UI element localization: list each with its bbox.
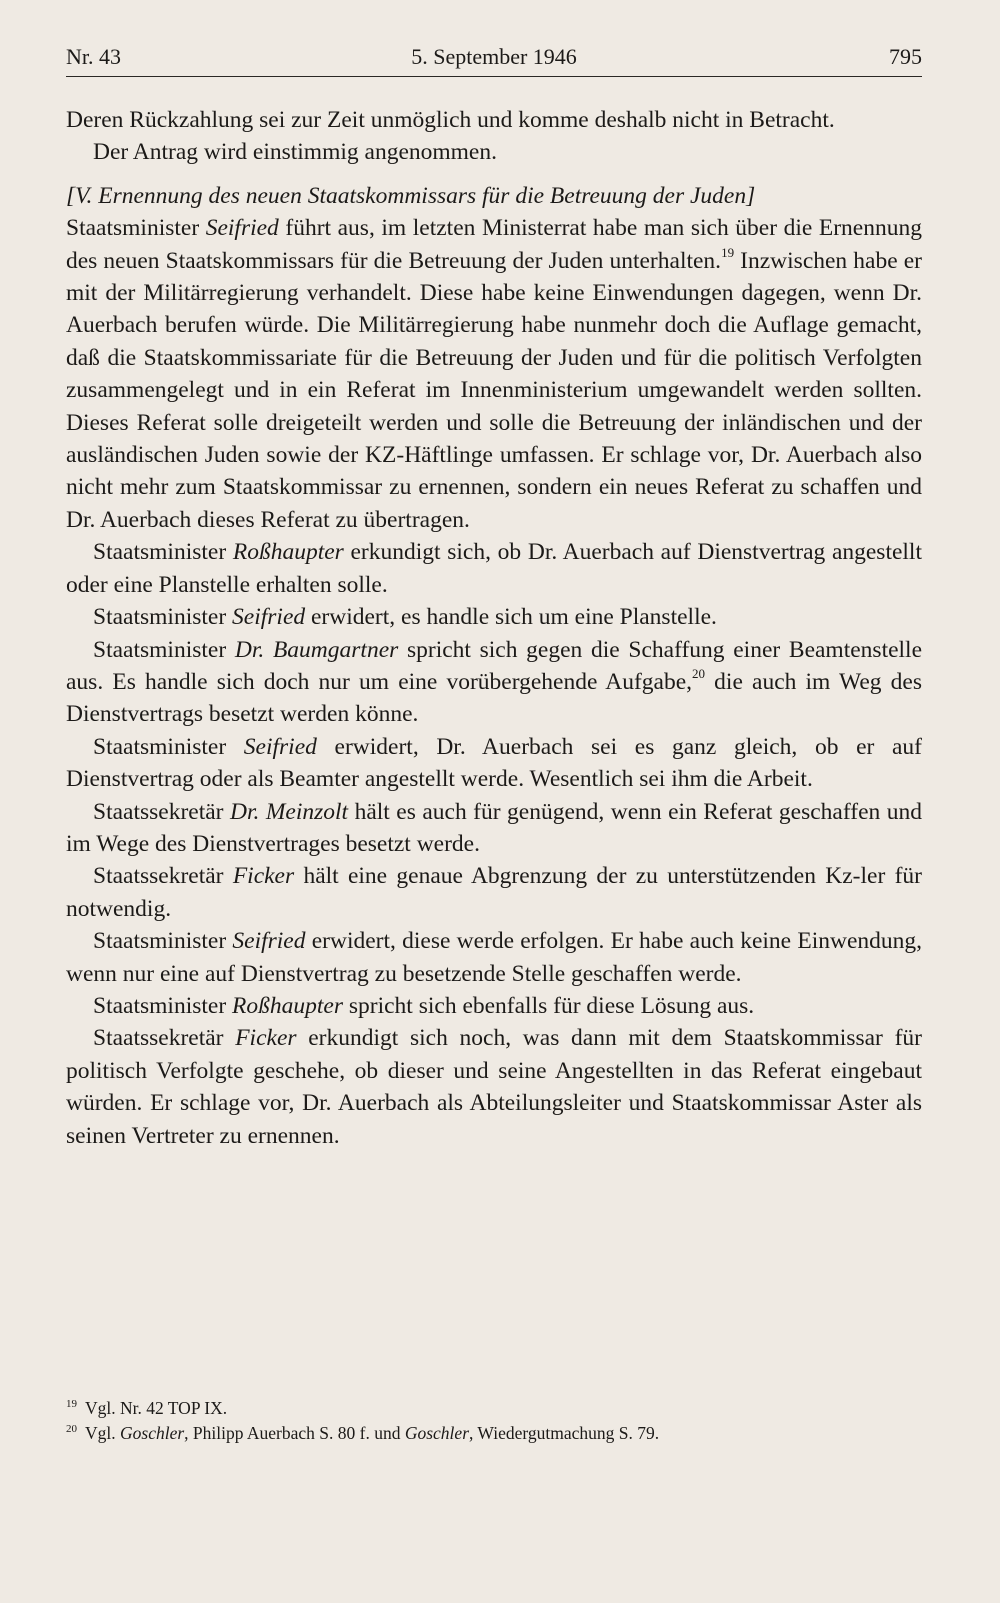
page-number: 795 [889, 44, 922, 69]
section-heading: [V. Ernennung des neuen Staatskommissars für die Betreuung der Juden] [66, 182, 756, 209]
paragraph: Staatsminister Seifried erwidert, Dr. Auerbach sei es ganz gleich, ob er auf Dienstvertrag oder als Beamter angestellt werde. Wesentlich sei ihm die Arbeit. [66, 733, 922, 793]
document-number: Nr. 43 [66, 44, 121, 69]
footnote-ref: 20 [692, 666, 706, 682]
speaker-name: Seifried [232, 928, 306, 955]
footnotes [66, 1396, 922, 1446]
speaker-name: Dr. Meinzolt [229, 798, 349, 825]
paragraph: Staatssekretär Dr. Meinzolt hält es auch für genügend, wenn ein Referat geschaffen und im Wege des Dienstvertrages besetzt werde. [66, 798, 922, 857]
paragraph: Staatsminister Seifried erwidert, es handle sich um eine Planstelle. [93, 604, 717, 631]
paragraph: Staatsminister Seifried erwidert, diese werde erfolgen. Er habe auch keine Einwendung, wenn nur eine auf Dienstvertrag zu besetzende Stelle geschaffen werde. [66, 928, 923, 987]
paragraph: Staatssekretär Ficker erkundigt sich noch, was dann mit dem Staatskommissar für politisch Verfolgte geschehe, ob dieser und seine Angestellten in das Referat eingebaut würden. Er schlage vor, Dr. Auerbach als Abteilungsleiter und Staatskommissar Aster als seinen Vertreter zu ernennen. [66, 1025, 922, 1149]
speaker-name: Ficker [235, 1025, 297, 1052]
speaker-name: Seifried [243, 733, 317, 760]
speaker-name: Roßhaupter [232, 539, 344, 566]
paragraph: Staatssekretär Ficker hält eine genaue Abgrenzung der zu unterstützenden Kz-ler für notwendig. [66, 863, 922, 922]
footnote: $^{20}$ Vgl. Goschler, Philipp Auerbach S. 80 f. und Goschler, Wiedergutmachung S. 79. [66, 1423, 660, 1443]
paragraph: Staatsminister Roßhaupter erkundigt sich, ob Dr. Auerbach auf Dienstvertrag angestellt oder eine Planstelle erhalten solle. [66, 539, 922, 598]
speaker-name: Roßhaupter [232, 992, 343, 1019]
speaker-name: Seifried [205, 215, 279, 242]
body-text [66, 104, 922, 1152]
footnote-number: 19 [66, 1398, 77, 1411]
footnote-number: 20 [66, 1423, 77, 1436]
speaker-name: Dr. Baumgartner [234, 636, 399, 663]
paragraph: Staatsminister Roßhaupter spricht sich ebenfalls für diese Lösung aus. [93, 992, 755, 1019]
paragraph: Staatsminister Dr. Baumgartner spricht sich gegen die Schaffung einer Beamtenstelle aus. Es handle sich doch nur um eine vorübergehende Aufgabe,$^{20}$ die auch im Weg des Dienstvertrags besetzt werden könne. [66, 636, 923, 728]
footnote-ref: 19 [721, 244, 735, 260]
footnote: $^{19}$ Vgl. Nr. 42 TOP IX. [66, 1398, 228, 1418]
speaker-name: Ficker [232, 863, 295, 890]
speaker-name: Seifried [232, 604, 306, 631]
paragraph: Staatsminister Seifried führt aus, im letzten Ministerrat habe man sich über die Ernennung des neuen Staatskommissars für die Betreuung der Juden unterhalten.$^{19}$ Inzwischen habe er mit der Militärregierung verhandelt. Diese habe keine Einwendungen dagegen, wenn Dr. Auerbach berufen würde. Die Militärregierung habe nunmehr doch die Auflage gemacht, daß die Staatskommissariate für die Betreuung der Juden und für die politisch Verfolgten zusammengelegt und in ein Referat im Innenministerium umgewandelt werden sollten. Dieses Referat solle dreigeteilt werden und solle die Betreuung der inländischen und der ausländischen Juden sowie der KZ-Häftlinge umfassen. Er schlage vor, Dr. Auerbach also nicht mehr zum Staatskommissar zu ernennen, sondern ein neues Referat zu schaffen und Dr. Auerbach dieses Referat zu übertragen. [66, 215, 922, 533]
header-date: 5. September 1946 [411, 44, 577, 69]
paragraph: Deren Rückzahlung sei zur Zeit unmöglich und komme deshalb nicht in Betracht. [66, 107, 835, 133]
paragraph: Der Antrag wird einstimmig angenommen. [93, 139, 497, 166]
running-header [66, 42, 922, 77]
